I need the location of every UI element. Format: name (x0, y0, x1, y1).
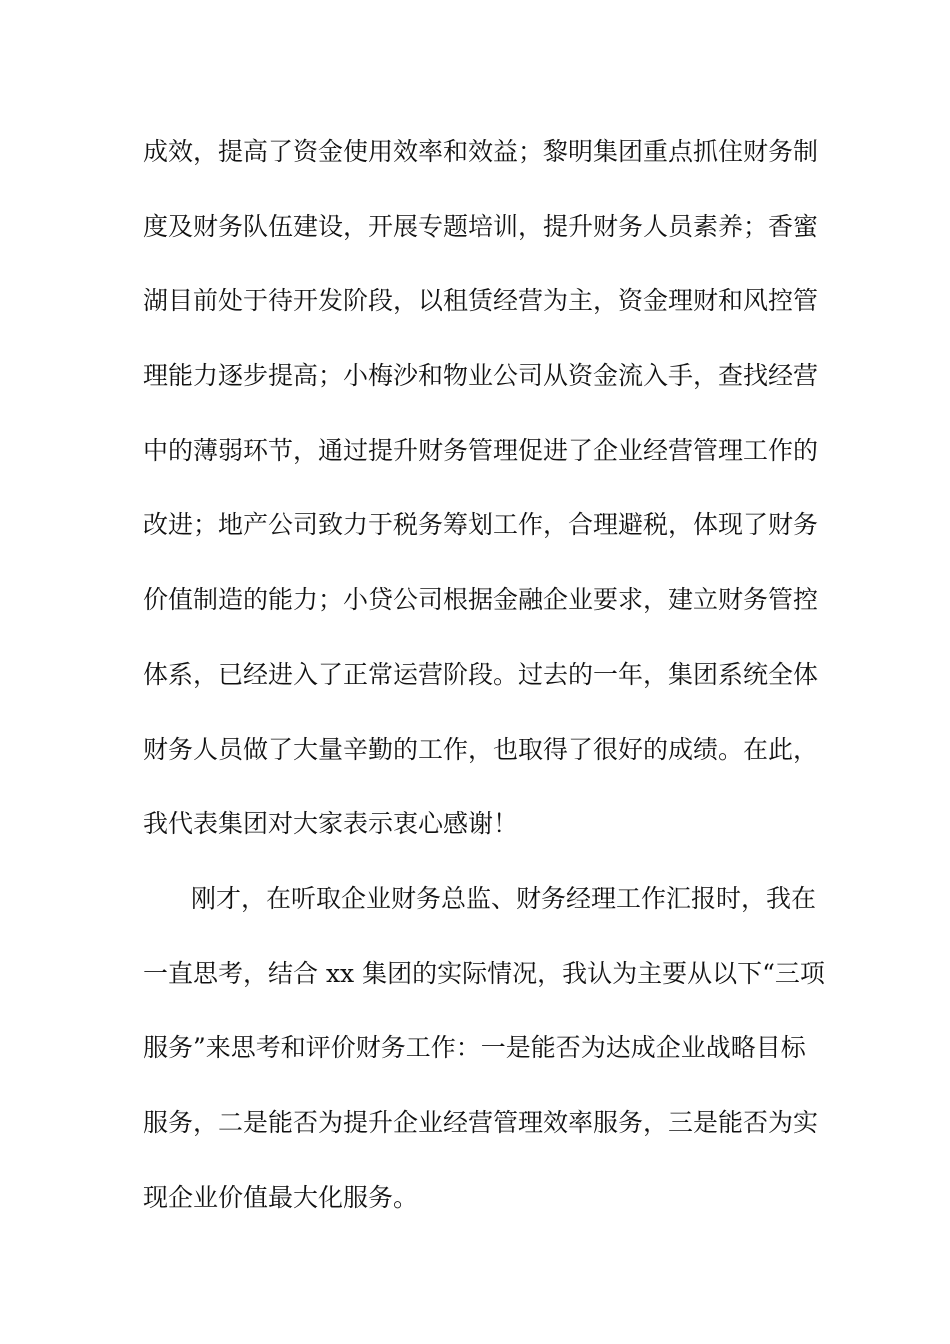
text-line: 理能力逐步提高；小梅沙和物业公司从资金流入手，查找经营 (143, 361, 819, 391)
text-line: 服务”来思考和评价财务工作：一是能否为达成企业战略目标 (143, 1033, 806, 1063)
text-line: 成效，提高了资金使用效率和效益；黎明集团重点抓住财务制 (143, 137, 819, 166)
text-line: 现企业价值最大化服务。 (143, 1182, 419, 1212)
text-line: 我代表集团对大家表示衷心感谢！ (143, 809, 519, 839)
text-line: 湖目前处于待开发阶段，以租赁经营为主，资金理财和风控管 (143, 286, 819, 316)
text-line: 价值制造的能力；小贷公司根据金融企业要求，建立财务管控 (143, 585, 819, 615)
paragraph-first-line: 刚才，在听取企业财务总监、财务经理工作汇报时，我在 (191, 883, 817, 913)
text-line: 一直思考，结合 xx 集团的实际情况，我认为主要从以下“三项 (143, 958, 825, 988)
body-text (143, 122, 825, 1242)
text-line: 改进；地产公司致力于税务筹划工作，合理避税，体现了财务 (143, 510, 819, 540)
text-line: 中的薄弱环节，通过提升财务管理促进了企业经营管理工作的 (143, 435, 819, 465)
text-line: 财务人员做了大量辛勤的工作，也取得了很好的成绩。在此， (143, 734, 819, 764)
text-line: 度及财务队伍建设，开展专题培训，提升财务人员素养；香蜜 (143, 211, 819, 241)
text-line: 服务，二是能否为提升企业经营管理效率服务，三是能否为实 (143, 1107, 819, 1137)
text-line: 体系，已经进入了正常运营阶段。过去的一年，集团系统全体 (143, 659, 819, 689)
